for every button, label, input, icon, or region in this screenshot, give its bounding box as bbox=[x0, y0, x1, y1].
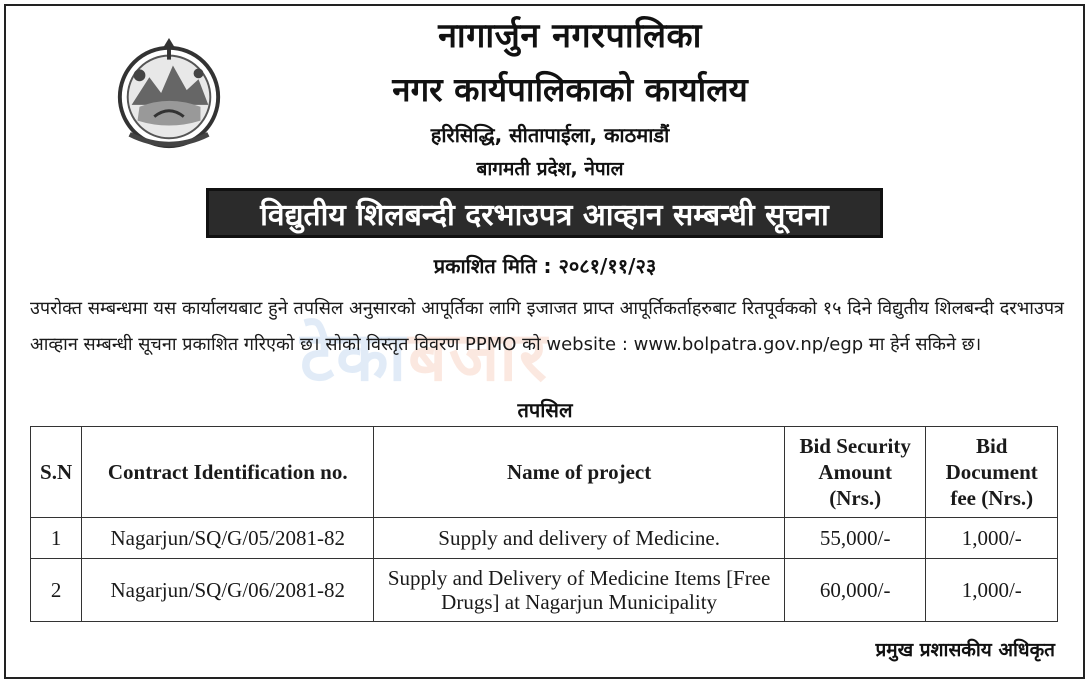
nepal-government-emblem-icon bbox=[110, 36, 228, 154]
cell-bid-security: 60,000/- bbox=[784, 559, 926, 622]
cell-doc-fee: 1,000/- bbox=[926, 559, 1058, 622]
watermark-part-2: बजार bbox=[408, 318, 549, 397]
address-line-2: बागमती प्रदेश, नेपाल bbox=[476, 158, 624, 180]
header-bid-security: Bid Security Amount (Nrs.) bbox=[784, 427, 926, 518]
cell-contract-id: Nagarjun/SQ/G/06/2081-82 bbox=[82, 559, 374, 622]
cell-project: Supply and delivery of Medicine. bbox=[374, 518, 785, 559]
cell-doc-fee: 1,000/- bbox=[926, 518, 1058, 559]
cell-sn: 1 bbox=[31, 518, 82, 559]
table-row bbox=[31, 518, 1058, 559]
table-header-row bbox=[31, 427, 1058, 518]
cell-contract-id: Nagarjun/SQ/G/05/2081-82 bbox=[82, 518, 374, 559]
cell-sn: 2 bbox=[31, 559, 82, 622]
cell-bid-security: 55,000/- bbox=[784, 518, 926, 559]
published-date: प्रकाशित मिति : २०८१/११/२३ bbox=[433, 254, 657, 278]
org-name: नागार्जुन नगरपालिका bbox=[438, 16, 702, 56]
header-project: Name of project bbox=[374, 427, 785, 518]
header-contract-id: Contract Identification no. bbox=[82, 427, 374, 518]
header-doc-fee: Bid Document fee (Nrs.) bbox=[926, 427, 1058, 518]
notice-body: उपरोक्त सम्बन्धमा यस कार्यालयबाट हुने तपसिल अनुसारको आपूर्तिका लागि इजाजत प्राप्त आपूर्तिकर्ताहरुबाट रितपूर्वकको १५ दिने विद्युतीय शिलबन्दी दरभाउपत्र आव्हान सम्बन्धी सूचना प्रकाशित गरिएको छ। सोको विस्तृत विवरण PPMO को website : www.bolpatra.gov.np/egp मा हेर्न सकिने छ। bbox=[30, 298, 1064, 355]
tender-table bbox=[30, 426, 1058, 622]
notice-title-banner: विद्युतीय शिलबन्दी दरभाउपत्र आव्हान सम्बन्धी सूचना bbox=[206, 188, 883, 238]
table-row bbox=[31, 559, 1058, 622]
cell-project: Supply and Delivery of Medicine Items [Free Drugs] at Nagarjun Municipality bbox=[374, 559, 785, 622]
header-sn: S.N bbox=[31, 427, 82, 518]
signature-title: प्रमुख प्रशासकीय अधिकृत bbox=[875, 639, 1055, 661]
address-line-1: हरिसिद्धि, सीतापाईला, काठमाडौं bbox=[430, 123, 670, 147]
office-name: नगर कार्यपालिकाको कार्यालय bbox=[392, 70, 748, 109]
watermark-part-1: टेका bbox=[300, 318, 409, 397]
schedule-heading: तपसिल bbox=[517, 398, 573, 422]
